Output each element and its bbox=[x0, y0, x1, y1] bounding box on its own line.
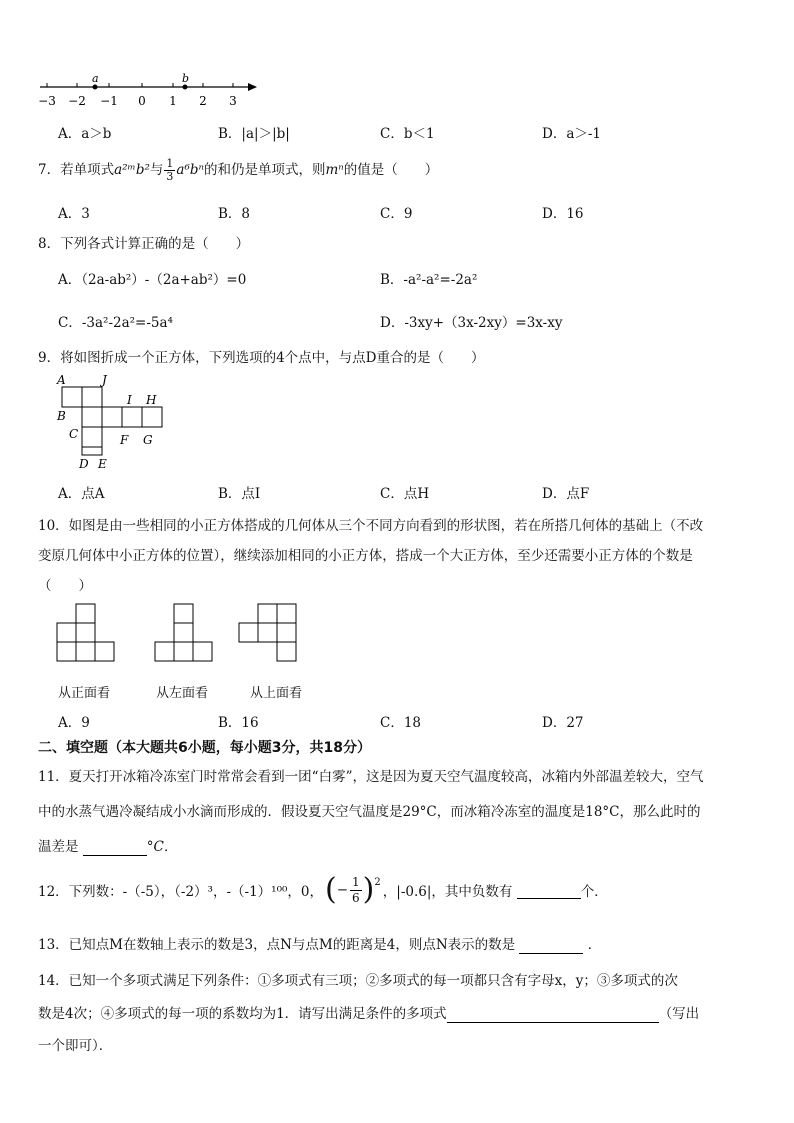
q8-option-c: C．-3a²-2a²=-5a⁴ bbox=[58, 315, 173, 331]
q11-answer-blank[interactable] bbox=[83, 839, 147, 856]
q11-line1: 11．夏天打开冰箱冷冻室门时常常会看到一团“白雾”，这是因为夏天空气温度较高，冰箱内外部温差较大，空气 bbox=[38, 769, 704, 785]
net-label-a: A bbox=[57, 373, 66, 387]
q7-option-c: C．9 bbox=[380, 206, 413, 222]
section-heading: 二、填空题（本大题共6小题，每小题3分，共18分） bbox=[38, 740, 371, 756]
q12-answer-blank[interactable] bbox=[517, 882, 581, 899]
point-a-dot bbox=[93, 85, 98, 90]
top-view-figure bbox=[236, 602, 302, 666]
q7-option-b: B．8 bbox=[218, 206, 251, 222]
q9-option-a: A．点A bbox=[58, 486, 105, 502]
tick-label: 2 bbox=[199, 94, 207, 108]
net-label-i: I bbox=[127, 393, 132, 407]
q10-option-c: C．18 bbox=[380, 715, 422, 731]
q13-answer-blank[interactable] bbox=[519, 937, 583, 954]
q10-stem-line2: 变原几何体中小正方体的位置），继续添加相同的小正方体，搭成一个大正方体，至少还需要小正方体的个数是 bbox=[38, 548, 693, 564]
q9-option-c: C．点H bbox=[380, 486, 430, 502]
point-b-label: b bbox=[182, 72, 190, 85]
q6-option-d: D．a＞-1 bbox=[542, 126, 602, 142]
front-view-caption: 从正面看 bbox=[58, 686, 111, 701]
tick-label: −3 bbox=[38, 94, 56, 108]
tick-label: −1 bbox=[100, 94, 118, 108]
q8-stem: 8．下列各式计算正确的是（ ） bbox=[38, 236, 250, 252]
net-label-f: F bbox=[120, 433, 129, 447]
q10-option-a: A．9 bbox=[58, 715, 90, 731]
number-line bbox=[36, 72, 260, 112]
net-label-b: B bbox=[57, 409, 66, 423]
q6-option-a: A．a＞b bbox=[58, 126, 112, 142]
q7-option-a: A．3 bbox=[58, 206, 90, 222]
q10-stem-line1: 10．如图是由一些相同的小正方体搭成的几何体从三个不同方向看到的形状图，若在所搭几何体的基础上（不改 bbox=[38, 518, 704, 534]
q10-option-b: B．16 bbox=[218, 715, 259, 731]
q7-fraction: $\frac{1}{3}$ bbox=[166, 157, 174, 183]
q11-line2: 中的水蒸气遇冷凝结成小水滴而形成的．假设夏天空气温度是29°C，而冰箱冷冻室的温度是18°C，那么此时的 bbox=[38, 804, 701, 820]
left-view-figure bbox=[153, 602, 215, 666]
q11-line3: 温差是 °C． bbox=[38, 839, 178, 855]
q12-bracket-fraction: ( − $\frac{1}{6}$ ) 2 bbox=[325, 872, 381, 907]
tick-label: 3 bbox=[229, 94, 237, 108]
tick-label: −2 bbox=[68, 94, 86, 108]
q6-option-b: B．|a|＞|b| bbox=[218, 126, 290, 142]
q9-stem: 9．将如图折成一个正方体，下列选项的4个点中，与点D重合的是（ ） bbox=[38, 350, 485, 366]
q8-option-d: D．-3xy+（3x-2xy）=3x-xy bbox=[380, 315, 563, 331]
q14-line1: 14．已知一个多项式满足下列条件：①多项式有三项；②多项式的每一项都只含有字母x，y；③多项式的次 bbox=[38, 973, 678, 989]
q10-stem-line3: （ ） bbox=[38, 578, 92, 594]
net-label-j: J bbox=[102, 373, 107, 387]
q13-stem: 13．已知点M在数轴上表示的数是3，点N与点M的距离是4，则点N表示的数是 ． bbox=[38, 937, 602, 953]
net-label-g: G bbox=[143, 433, 153, 447]
q9-option-d: D．点F bbox=[542, 486, 590, 502]
net-label-d: D bbox=[79, 457, 89, 471]
left-view-caption: 从左面看 bbox=[156, 686, 209, 701]
tick-label: 0 bbox=[138, 94, 146, 108]
q9-option-b: B．点I bbox=[218, 486, 261, 502]
q7-stem: 7．若单项式a²ᵐb²与 $\frac{1}{3}$ a⁶bⁿ的和仍是单项式，则mⁿ的值是（ ） bbox=[38, 157, 439, 183]
q14-answer-blank[interactable] bbox=[447, 1006, 659, 1023]
net-label-h: H bbox=[146, 393, 157, 407]
q14-line3: 一个即可）． bbox=[38, 1038, 113, 1054]
q14-line2: 数是4次；④多项式的每一项的系数均为1．请写出满足条件的多项式 （写出 bbox=[38, 1006, 700, 1022]
q8-option-a: A．（2a-ab²）-（2a+ab²）=0 bbox=[58, 272, 247, 288]
q8-option-b: B．-a²-a²=-2a² bbox=[380, 272, 478, 288]
net-label-c: C bbox=[69, 427, 79, 441]
top-view-caption: 从上面看 bbox=[250, 686, 303, 701]
net-label-e: E bbox=[98, 457, 107, 471]
tick-label: 1 bbox=[169, 94, 177, 108]
point-b-dot bbox=[183, 85, 188, 90]
front-view-figure bbox=[55, 602, 117, 666]
point-a-label: a bbox=[92, 72, 99, 85]
q7-option-d: D．16 bbox=[542, 206, 584, 222]
q10-option-d: D．27 bbox=[542, 715, 584, 731]
q12-stem: 12．下列数：-（-5），（-2）³，-（-1）¹⁰⁰，0， ( − $\frac{1}{6}$ ) 2 ，|-0.6|，其中负数有 个． bbox=[38, 872, 608, 907]
cube-net-figure bbox=[54, 370, 164, 474]
q6-option-c: C．b＜1 bbox=[380, 126, 435, 142]
